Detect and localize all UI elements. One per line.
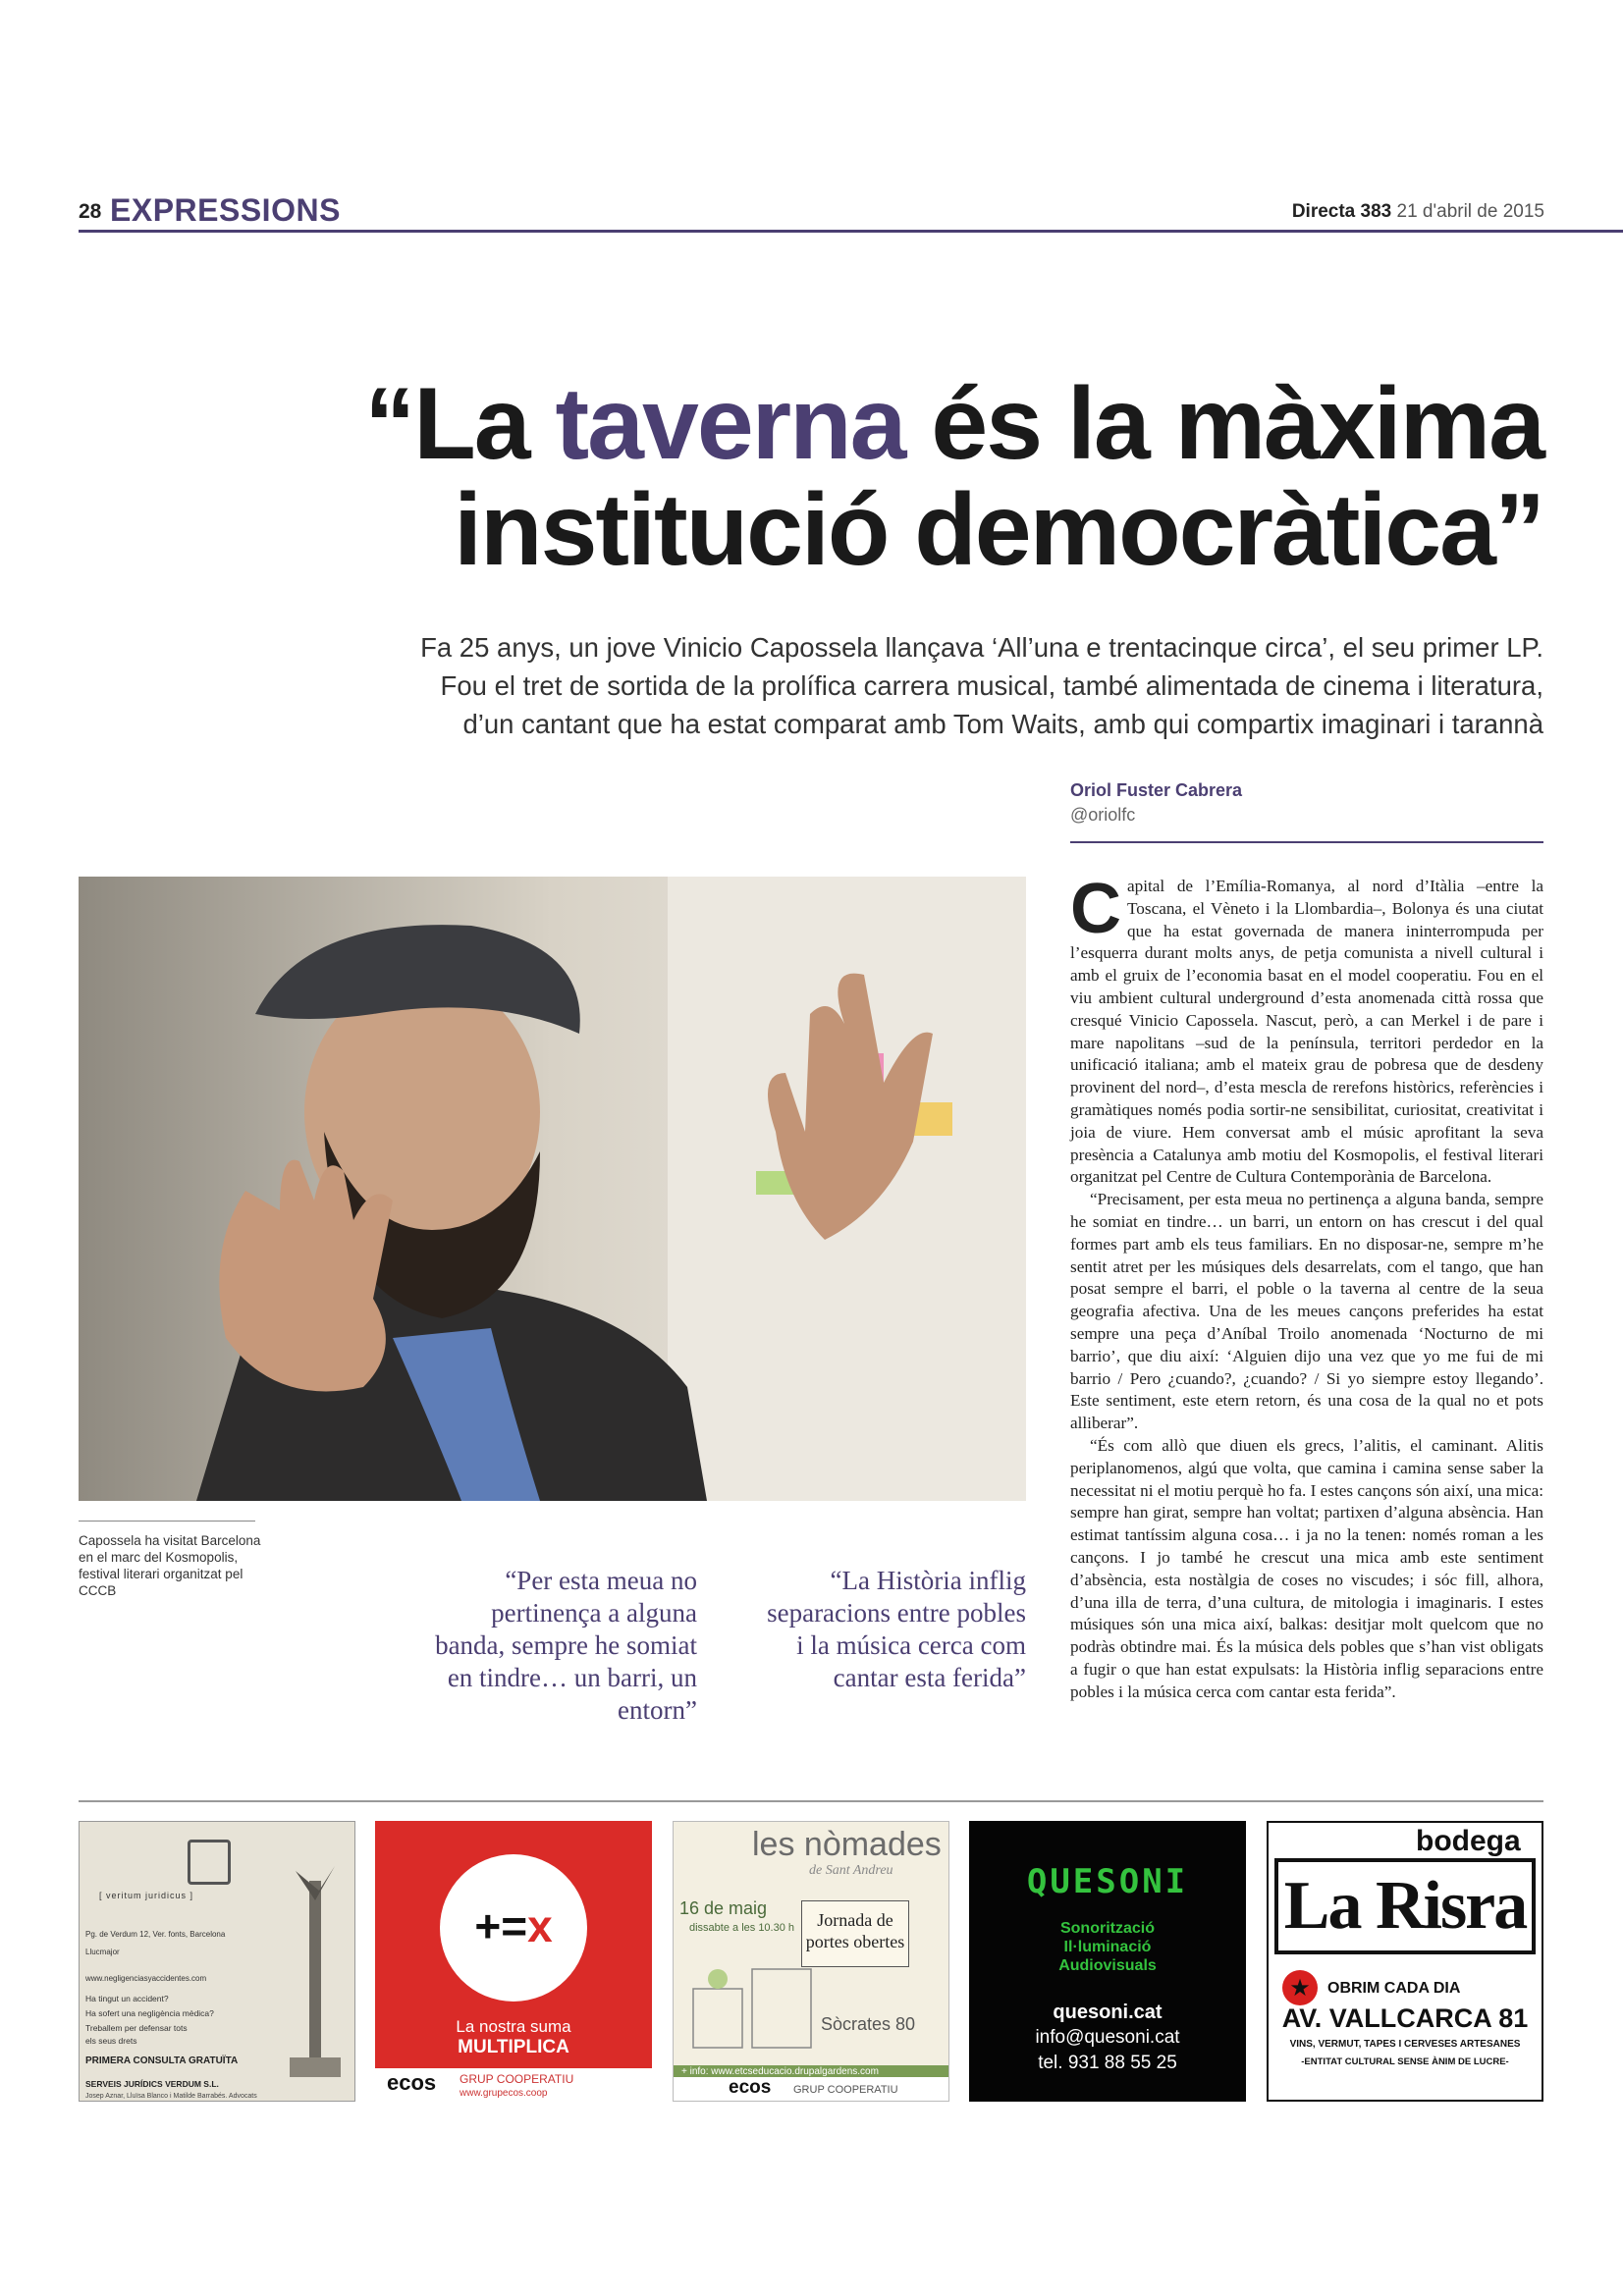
- standfirst-line: Fou el tret de sortida de la prolífica carrera musical, també alimentada de cinema i literatura,: [440, 670, 1543, 701]
- event-time: dissabte a les 10.30 h: [689, 1922, 795, 1934]
- headline-open: “La: [364, 367, 556, 481]
- ad-entity: -ENTITAT CULTURAL SENSE ÀNIM DE LUCRE-: [1301, 2056, 1509, 2067]
- standfirst-line: d’un cantant que ha estat comparat amb Tom Waits, amb qui compartix imaginari i tarannà: [462, 709, 1543, 739]
- publication-date: 21 d'abril de 2015: [1396, 201, 1544, 222]
- caption-rule: [79, 1521, 255, 1522]
- ecos-logo: ecos: [729, 2077, 772, 2098]
- ad-tagline-strong: MULTIPLICA: [458, 2037, 569, 2057]
- formula-plus-equals: +=: [474, 1900, 528, 1951]
- ad-website: www.negligenciasyaccidentes.com: [85, 1974, 207, 1983]
- body-paragraph: [1070, 870, 1543, 1189]
- ads-rule: [79, 1800, 1543, 1802]
- event-box: Jornada de portes obertes: [801, 1900, 909, 1967]
- ad-ecos-multiplica[interactable]: [375, 1821, 652, 2102]
- formula: [440, 1899, 587, 1952]
- ad-tagline: La nostra suma: [456, 2017, 571, 2036]
- ad-products: VINS, VERMUT, TAPES I CERVESES ARTESANES: [1289, 2039, 1521, 2050]
- headline-line-1: [79, 367, 1543, 481]
- service-item: Il·luminació: [1063, 1939, 1152, 1955]
- sculpture-image: [286, 1861, 345, 2087]
- event-info: + info: www.etcseducacio.drupalgardens.com: [674, 2065, 948, 2079]
- standfirst-line: Fa 25 anys, un jove Vinicio Capossela llançava ‘All’una e trentacinque circa’, el seu primer LP.: [420, 632, 1543, 663]
- drawing-image: [683, 1959, 821, 2057]
- quesoni-logo: QUESONI: [1026, 1862, 1189, 1901]
- ad-services: SERVEIS JURÍDICS VERDUM S.L.: [85, 2079, 219, 2089]
- ad-opening: OBRIM CADA DIA: [1327, 1980, 1461, 1997]
- ad-question: els seus drets: [85, 2036, 137, 2046]
- byline: [1070, 780, 1242, 826]
- page-number: 28: [79, 200, 102, 223]
- article-photo: [79, 877, 1026, 1501]
- ad-address: AV. VALLCARCA 81: [1281, 2003, 1529, 2033]
- pull-quote: “Per esta meua no pertinença a alguna banda, sempre he somiat en tindre… un barri, un entorn”: [435, 1566, 697, 1725]
- ad-question: Treballem per defensar tots: [85, 2023, 188, 2033]
- event-street: Sòcrates 80: [821, 2014, 916, 2034]
- ad-bodega-label: bodega: [1416, 1825, 1521, 1857]
- ad-title: les nòmades: [752, 1826, 942, 1863]
- bodega-logo: La Risra: [1274, 1858, 1536, 1954]
- ad-question: Ha sofert una negligència mèdica?: [85, 2008, 214, 2018]
- formula-x: x: [527, 1900, 553, 1951]
- ad-group-name: GRUP COOPERATIU: [793, 2084, 898, 2096]
- photo-caption: Capossela ha visitat Barcelona en el marc del Kosmopolis, festival literari organitzat pel CCCB: [79, 1533, 261, 1598]
- ad-website: quesoni.cat: [1053, 2002, 1163, 2023]
- ecos-logo: ecos: [387, 2070, 437, 2095]
- publication-name: Directa 383: [1291, 201, 1392, 222]
- pull-quote: “La Història inflig separacions entre pobles i la música cerca com cantar esta ferida”: [767, 1566, 1026, 1692]
- standfirst: [373, 628, 1543, 743]
- byline-rule: [1070, 841, 1543, 843]
- headline: [79, 367, 1543, 587]
- header-rule: [79, 230, 1623, 233]
- ad-metro: Llucmajor: [85, 1948, 120, 1956]
- photo-illustration: [79, 877, 1026, 1501]
- author-name: Oriol Fuster Cabrera: [1070, 780, 1243, 800]
- headline-highlight: taverna: [555, 367, 905, 481]
- body-paragraph-text: apital de l’Emília-Romanya, al nord d’Itàlia –entre la Toscana, el Vèneto i la Llombardia–, Bolonya és una ciutat que ha estat governada de manera ininterrompuda per l’esquerra durant molts anys, de petja comunista a nivell cultural i amb el gruix de l’economia basat en el model cooperatiu. Fou en el viu ambient cultural underground d’esta anomenada città rossa que cresqué Vinicio Capossela. Nascut, però, a can Merkel i de pare i mare napolitans –sud de la península, territori perdedor en la unificació italiana; amb el mateix grau de pobresa que de desdeny provinent del nord–, d’esta mescla de rerefons històrics, referències i gramàtiques només podia sortir-ne sensibilitat, curiositat, creativitat i joia de viure. Hem conversat amb el músic aprofitant la seva presència a Catalunya amb motiu del Kosmopolis, el festival literari organitzat pel Centre de Cultura Contemporània de Barcelona.: [1070, 877, 1543, 1187]
- ad-website: www.grupecos.coop: [460, 2088, 548, 2099]
- star-icon: ★: [1282, 1970, 1318, 2005]
- ad-subtitle: de Sant Andreu: [809, 1863, 893, 1878]
- drop-cap: C: [1070, 870, 1121, 948]
- ad-address: Pg. de Verdum 12, Ver. fonts, Barcelona: [85, 1930, 226, 1939]
- ad-email: info@quesoni.cat: [1035, 2027, 1180, 2048]
- section-title: EXPRESSIONS: [110, 192, 341, 228]
- body-paragraph: “És com allò que diuen els grecs, l’alitis, el caminant. Alitis periplanomenos, algú que volta, que camina i camina sense saber la necessitat ni el motiu perquè ho fa. I estes cançons són així, una mica: sempre han girat, sempre han voltat; partixen d’alguna absència. Han estimat tantíssim alguna cosa… i ja no la tenen: només roman a les cançons. I jo també he crescut una mica amb este sentiment d’absència, esta nostàlgia de coses no viscudes; i sóc fill, alhora, d’una illa de terra, d’una cultura, de mitologia i imaginaris. I estes músiques són una mica així, balkas: desitjar molt quelcom que no podràs obtindre mai. És la música dels pobles que s’han vist obligats a fugir o que han estat expulsats: la Història inflig separacions entre pobles i la música cerca com cantar esta ferida”.: [1070, 1435, 1543, 1701]
- article-body: [1070, 870, 1543, 1703]
- ad-quesoni[interactable]: [969, 1821, 1246, 2102]
- event-date: 16 de maig: [679, 1898, 768, 1918]
- service-item: Sonorització: [1059, 1920, 1155, 1937]
- author-handle: @oriolfc: [1070, 805, 1136, 825]
- law-firm-logo: [188, 1840, 231, 1885]
- ad-group-name: GRUP COOPERATIU: [460, 2072, 574, 2086]
- ad-free-consult: PRIMERA CONSULTA GRATUÏTA: [85, 2056, 239, 2066]
- headline-line1-rest: és la màxima: [904, 367, 1543, 481]
- ad-services: [969, 1919, 1246, 1975]
- ad-bodega-la-risra[interactable]: [1267, 1821, 1543, 2102]
- ad-phone: tel. 931 88 55 25: [1038, 2053, 1177, 2073]
- service-item: Audiovisuals: [1058, 1957, 1157, 1974]
- publication-info: [1292, 201, 1544, 223]
- body-paragraph: “Precisament, per esta meua no pertinença a alguna banda, sempre he somiat en tindre… un barri, un entorn on has crescut i del qual formes part amb els teus familiars. En no disposar-ne, sempre m’he sentit atret per les músiques dels desarrelats, com el tango, que han posat sempre el barri, el poble o la taverna al centre de la seua geografia afectiva. Una de les meues cançons preferides ha estat sempre una peça d’Aníbal Troilo anomenada ‘Nocturno de mi barrio’, que diu així: ‘Alguien dijo una vez que yo me fui de mi barrio / Pero ¿cuando?, ¿cuando? / Si yo siempre estoy llegando’. Este sentiment, este etern retorn, és una cosa de la qual no et pots alliberar”.: [1070, 1190, 1543, 1433]
- ad-question: Ha tingut un accident?: [85, 1994, 169, 2003]
- ad-nomades-open-day[interactable]: [673, 1821, 949, 2102]
- ad-lawyers: Josep Aznar, Lluïsa Blanco i Matilde Barrabés. Advocats: [85, 2093, 257, 2100]
- ad-legal-services[interactable]: [79, 1821, 355, 2102]
- ad-firm-name: [ veritum juridicus ]: [99, 1891, 194, 1900]
- headline-line-2: institució democràtica”: [454, 473, 1543, 587]
